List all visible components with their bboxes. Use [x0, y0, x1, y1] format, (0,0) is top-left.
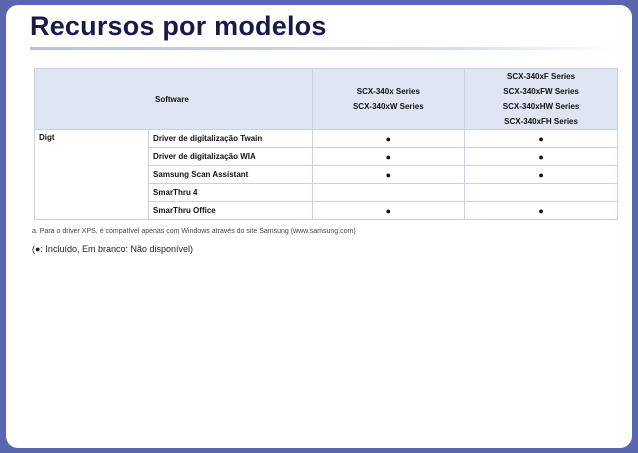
- category-cell: Digt: [35, 130, 149, 220]
- availability-cell: ●: [312, 148, 465, 166]
- availability-cell: ●: [465, 166, 618, 184]
- software-name-cell: Driver de digitalização WIA: [149, 148, 312, 166]
- header-model-group-2: [465, 69, 618, 130]
- software-name-cell: SmarThru 4: [149, 184, 312, 202]
- legend-note: (●: Incluído, Em branco: Não disponível): [32, 244, 194, 254]
- page-title: Recursos por modelos: [30, 11, 327, 41]
- software-name-cell: Samsung Scan Assistant: [149, 166, 312, 184]
- availability-cell: ●: [312, 202, 465, 220]
- availability-cell: ●: [465, 148, 618, 166]
- availability-cell: ●: [465, 202, 618, 220]
- availability-cell: ●: [312, 130, 465, 148]
- availability-cell: [465, 184, 618, 202]
- table-row: [35, 130, 618, 148]
- software-name-cell: SmarThru Office: [149, 202, 312, 220]
- header-model-group-1: [312, 69, 465, 130]
- model-label: SCX-340xFW Series: [503, 87, 579, 96]
- model-label: SCX-340xFH Series: [504, 117, 578, 126]
- availability-cell: ●: [465, 130, 618, 148]
- software-name-cell: Driver de digitalização Twain: [149, 130, 312, 148]
- table-header-row: [35, 69, 618, 130]
- footnote: a. Para o driver XPS, é compatível apenas com Windows através do site Samsung (www.samsung.com): [32, 228, 356, 235]
- model-label: SCX-340xHW Series: [502, 102, 580, 111]
- model-label: SCX-340xF Series: [507, 72, 576, 81]
- availability-cell: [312, 184, 465, 202]
- title-divider: [30, 47, 624, 50]
- model-label: SCX-340x Series: [356, 87, 420, 96]
- model-label: SCX-340xW Series: [352, 102, 424, 111]
- header-software: Software: [35, 69, 313, 130]
- availability-cell: ●: [312, 166, 465, 184]
- features-table: [34, 68, 618, 220]
- document-page: [6, 5, 632, 448]
